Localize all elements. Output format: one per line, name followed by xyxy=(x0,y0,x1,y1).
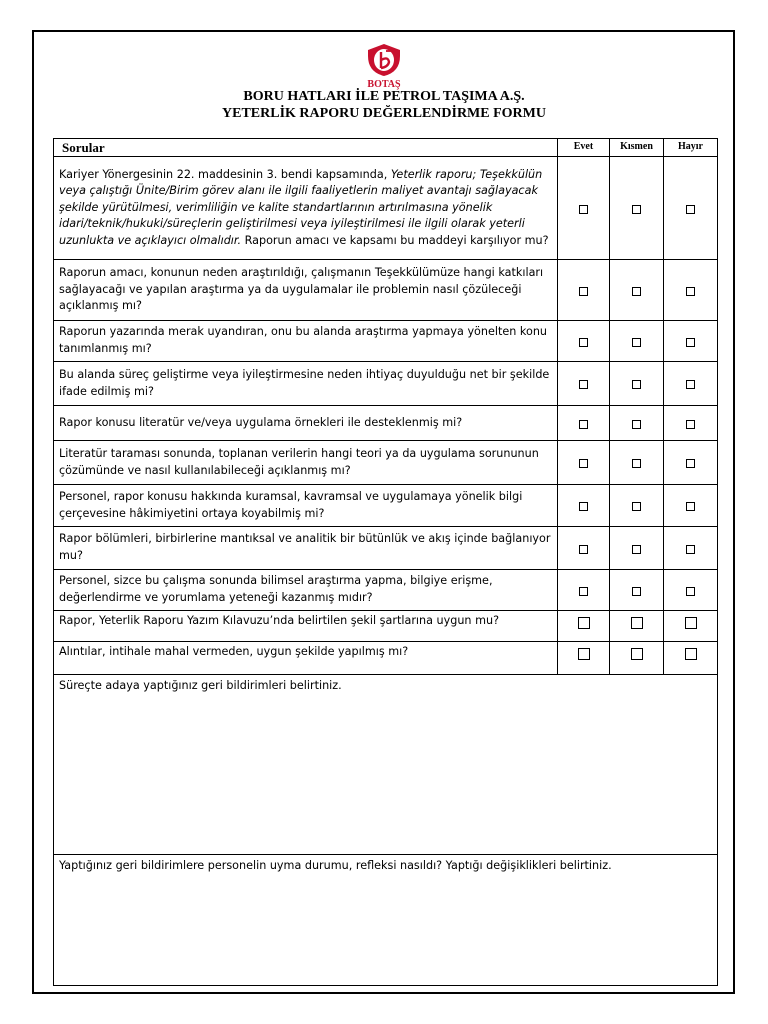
question-text: Personel, sizce bu çalışma sonunda bilimsel araştırma yapma, bilgiye erişme, değerlendirme ve yorumlama yeteneği kazanmış mıdır? xyxy=(54,570,558,611)
partly-cell xyxy=(610,527,664,570)
question-text xyxy=(54,157,558,260)
partly-cell xyxy=(610,321,664,362)
checkbox-icon[interactable] xyxy=(578,617,590,629)
question-text: Personel, rapor konusu hakkında kuramsal, kavramsal ve uygulamaya yönelik bilgi çerçevesine hâkimiyetini ortaya koyabilmiş mi? xyxy=(54,485,558,527)
question-text: Rapor bölümleri, birbirlerine mantıksal ve analitik bir bütünlük ve akış içinde bağlanıyor mu? xyxy=(54,527,558,570)
col-yes-header: Evet xyxy=(558,139,610,157)
yes-cell xyxy=(558,642,610,675)
question-text-part: Raporun amacı ve kapsamı bu maddeyi karşılıyor mu? xyxy=(241,233,549,247)
yes-cell xyxy=(558,570,610,611)
yes-cell xyxy=(558,441,610,485)
checkbox-icon[interactable] xyxy=(579,420,588,429)
table-row xyxy=(54,406,718,441)
questions-header: Sorular xyxy=(54,139,558,157)
checkbox-icon[interactable] xyxy=(579,545,588,554)
form-title: YETERLİK RAPORU DEĞERLENDİRME FORMU xyxy=(222,106,546,121)
checkbox-icon[interactable] xyxy=(579,502,588,511)
question-text: Alıntılar, intihale mahal vermeden, uygun şekilde yapılmış mı? xyxy=(54,642,558,675)
no-cell xyxy=(664,527,718,570)
partly-cell xyxy=(610,611,664,642)
checkbox-icon[interactable] xyxy=(579,459,588,468)
table-row xyxy=(54,362,718,406)
checkbox-icon[interactable] xyxy=(685,648,697,660)
checkbox-icon[interactable] xyxy=(686,502,695,511)
evaluation-table xyxy=(53,138,718,986)
checkbox-icon[interactable] xyxy=(686,420,695,429)
checkbox-icon[interactable] xyxy=(632,380,641,389)
question-text-italic: Yeterlik raporu; Teşekkülün veya çalıştığı Ünite/Birim görev alanı ile ilgili faaliyetlerin maliyet avantajı sağlayacak şekilde yürütülmesi, verimliliğin ve kalite standartlarının artırılmasına yönelik idari/teknik/hukuki/süreçlerin geliştirilmesi veya iyileştirilmesi ile ilgili olarak yeterli uzunlukta ve açıklayıcı olmalıdır. xyxy=(59,167,543,247)
no-cell xyxy=(664,441,718,485)
compliance-field[interactable] xyxy=(54,855,718,986)
col-no-header: Hayır xyxy=(664,139,718,157)
no-cell xyxy=(664,260,718,321)
checkbox-icon[interactable] xyxy=(686,338,695,347)
partly-cell xyxy=(610,406,664,441)
feedback-row xyxy=(54,675,718,855)
no-cell xyxy=(664,157,718,260)
col-partly-header: Kısmen xyxy=(610,139,664,157)
question-text: Literatür taraması sonunda, toplanan verilerin hangi teori ya da uygulama sorununun çözümünde ve nasıl kullanılabileceği açıklanmış mı? xyxy=(54,441,558,485)
yes-cell xyxy=(558,527,610,570)
checkbox-icon[interactable] xyxy=(632,338,641,347)
checkbox-icon[interactable] xyxy=(579,205,588,214)
partly-cell xyxy=(610,570,664,611)
no-cell xyxy=(664,570,718,611)
checkbox-icon[interactable] xyxy=(579,587,588,596)
partly-cell xyxy=(610,441,664,485)
no-cell xyxy=(664,406,718,441)
checkbox-icon[interactable] xyxy=(632,420,641,429)
partly-cell xyxy=(610,157,664,260)
yes-cell xyxy=(558,485,610,527)
checkbox-icon[interactable] xyxy=(579,338,588,347)
checkbox-icon[interactable] xyxy=(632,587,641,596)
checkbox-icon[interactable] xyxy=(631,617,643,629)
checkbox-icon[interactable] xyxy=(578,648,590,660)
yes-cell xyxy=(558,362,610,406)
checkbox-icon[interactable] xyxy=(579,380,588,389)
yes-cell xyxy=(558,406,610,441)
question-text: Bu alanda süreç geliştirme veya iyileştirmesine neden ihtiyaç duyulduğu net bir şekilde ifade edilmiş mi? xyxy=(54,362,558,406)
checkbox-icon[interactable] xyxy=(632,205,641,214)
yes-cell xyxy=(558,157,610,260)
no-cell xyxy=(664,321,718,362)
question-text: Raporun amacı, konunun neden araştırıldığı, çalışmanın Teşekkülümüze hangi katkıları sağlayacağı ve yapılan araştırma ya da uygulamalar ile problemin nasıl çözüleceği açıklanmış mı? xyxy=(54,260,558,321)
checkbox-icon[interactable] xyxy=(686,587,695,596)
table-header-row xyxy=(54,139,718,157)
no-cell xyxy=(664,642,718,675)
yes-cell xyxy=(558,260,610,321)
no-cell xyxy=(664,611,718,642)
partly-cell xyxy=(610,362,664,406)
table-row xyxy=(54,527,718,570)
no-cell xyxy=(664,485,718,527)
feedback-field[interactable] xyxy=(54,675,718,855)
logo-text: BOTAŞ xyxy=(367,79,401,90)
table-row xyxy=(54,157,718,260)
table-row xyxy=(54,260,718,321)
partly-cell xyxy=(610,485,664,527)
table-row xyxy=(54,485,718,527)
checkbox-icon[interactable] xyxy=(632,459,641,468)
checkbox-icon[interactable] xyxy=(686,287,695,296)
table-row xyxy=(54,642,718,675)
botas-logo-icon xyxy=(364,42,404,78)
checkbox-icon[interactable] xyxy=(686,205,695,214)
yes-cell xyxy=(558,321,610,362)
checkbox-icon[interactable] xyxy=(686,459,695,468)
partly-cell xyxy=(610,260,664,321)
table-row xyxy=(54,441,718,485)
table-row xyxy=(54,570,718,611)
table-row xyxy=(54,321,718,362)
checkbox-icon[interactable] xyxy=(631,648,643,660)
question-text: Rapor konusu literatür ve/veya uygulama örnekleri ile desteklenmiş mi? xyxy=(54,406,558,441)
company-title: BORU HATLARI İLE PETROL TAŞIMA A.Ş. xyxy=(243,89,525,104)
checkbox-icon[interactable] xyxy=(579,287,588,296)
table-row xyxy=(54,611,718,642)
checkbox-icon[interactable] xyxy=(686,545,695,554)
checkbox-icon[interactable] xyxy=(632,502,641,511)
feedback-row xyxy=(54,855,718,986)
question-text: Raporun yazarında merak uyandıran, onu bu alanda araştırma yapmaya yönelten konu tanımlanmış mı? xyxy=(54,321,558,362)
checkbox-icon[interactable] xyxy=(685,617,697,629)
checkbox-icon[interactable] xyxy=(632,545,641,554)
checkbox-icon[interactable] xyxy=(686,380,695,389)
question-text: Rapor, Yeterlik Raporu Yazım Kılavuzu’nda belirtilen şekil şartlarına uygun mu? xyxy=(54,611,558,642)
yes-cell xyxy=(558,611,610,642)
feedback-label: Süreçte adaya yaptığınız geri bildirimleri belirtiniz. xyxy=(59,679,342,692)
compliance-label: Yaptığınız geri bildirimlere personelin uyma durumu, refleksi nasıldı? Yaptığı değişiklikleri belirtiniz. xyxy=(59,859,612,872)
partly-cell xyxy=(610,642,664,675)
no-cell xyxy=(664,362,718,406)
checkbox-icon[interactable] xyxy=(632,287,641,296)
question-text-part: Kariyer Yönergesinin 22. maddesinin 3. bendi kapsamında, xyxy=(59,167,391,181)
